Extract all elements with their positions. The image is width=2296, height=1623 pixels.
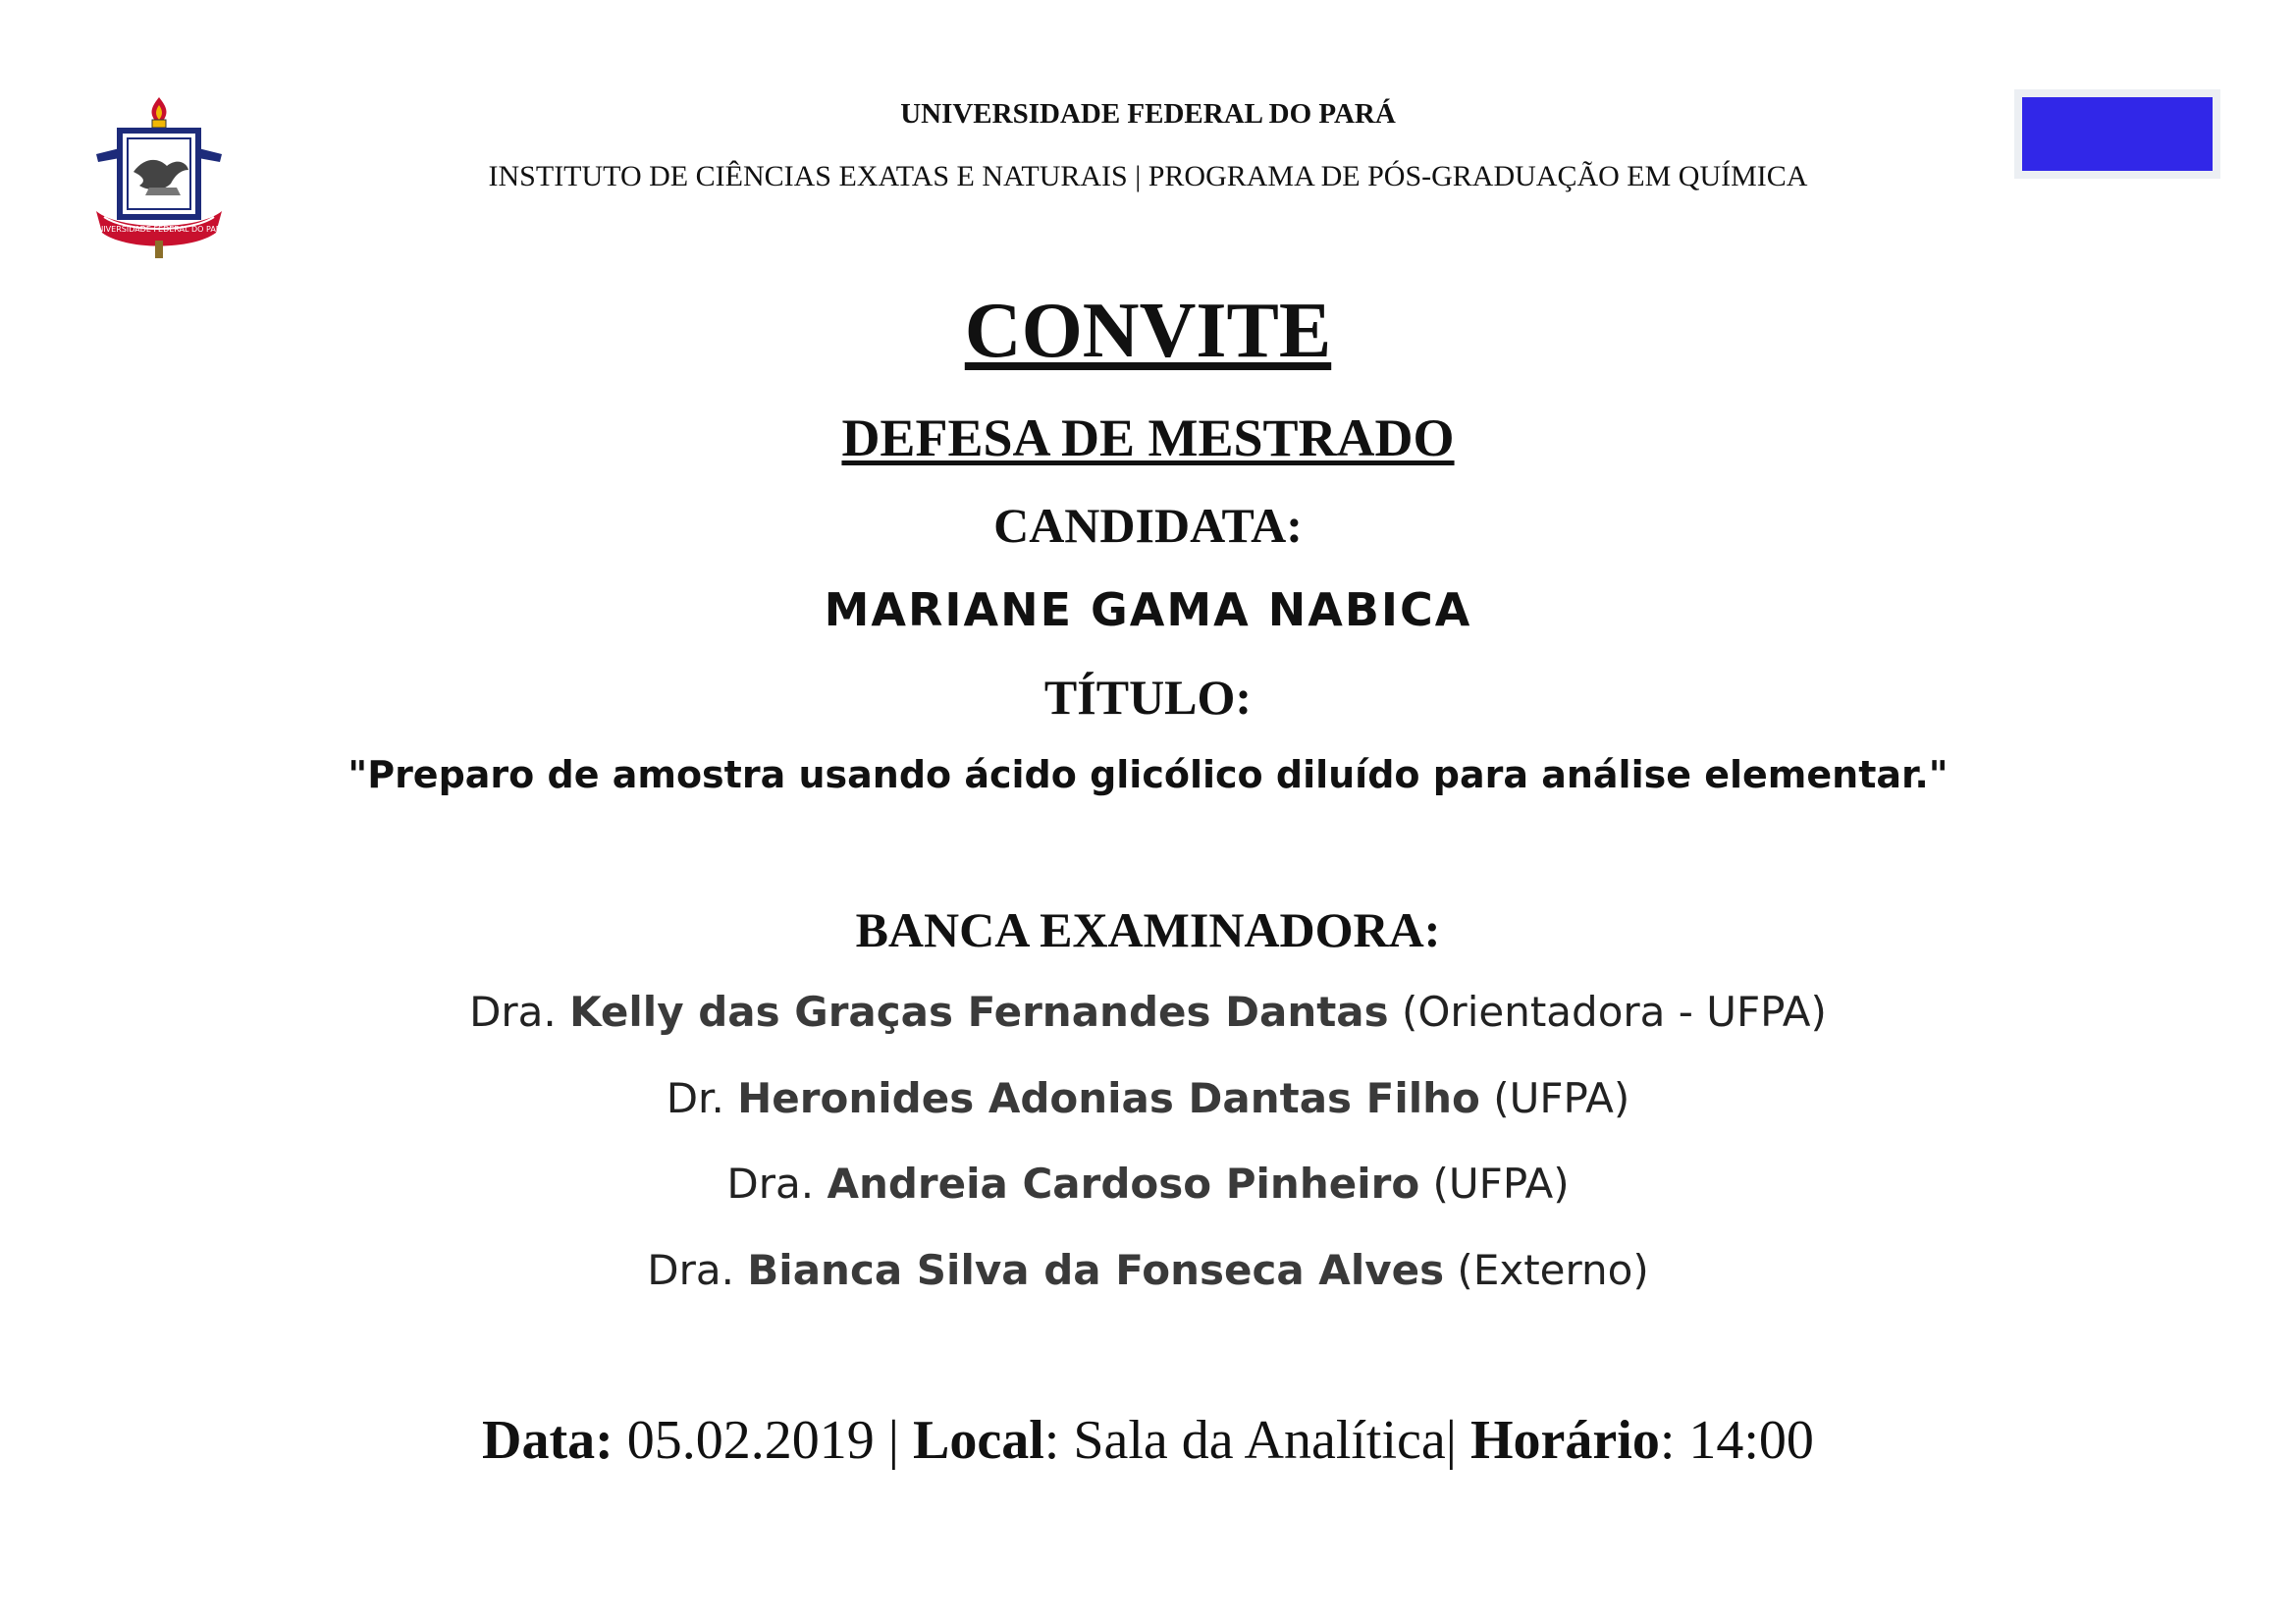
event-details xyxy=(0,1409,2296,1472)
time-label: Horário xyxy=(1469,1410,1660,1471)
board-member xyxy=(0,1160,2296,1208)
place-value: : Sala da Analítica| xyxy=(1043,1410,1470,1471)
member-name: Bianca Silva da Fonseca Alves xyxy=(747,1246,1445,1294)
member-prefix: Dr. xyxy=(666,1074,738,1122)
seal-ribbon-text: UNIVERSIDADE FEDERAL DO PARÁ xyxy=(91,225,227,234)
candidate-label: CANDIDATA: xyxy=(993,498,1303,553)
date-label: Data: xyxy=(482,1410,614,1471)
thesis-title: "Preparo de amostra usando ácido glicólico diluído para análise elementar." xyxy=(347,753,1949,796)
member-prefix: Dra. xyxy=(647,1246,748,1294)
date-value: 05.02.2019 | xyxy=(613,1410,914,1471)
time-value: : 14:00 xyxy=(1659,1410,1814,1471)
board-label: BANCA EXAMINADORA: xyxy=(855,902,1441,957)
member-affiliation: (UFPA) xyxy=(1419,1160,1570,1208)
member-name: Heronides Adonias Dantas Filho xyxy=(737,1074,1480,1122)
candidate-name: MARIANE GAMA NABICA xyxy=(824,583,1472,636)
member-name: Andreia Cardoso Pinheiro xyxy=(827,1160,1420,1208)
invite-title: CONVITE xyxy=(964,288,1332,374)
institute-name: INSTITUTO DE CIÊNCIAS EXATAS E NATURAIS | PROGRAMA DE PÓS-GRADUAÇÃO EM QUÍMICA xyxy=(488,160,1808,192)
member-affiliation: (UFPA) xyxy=(1479,1074,1630,1122)
member-prefix: Dra. xyxy=(726,1160,828,1208)
member-affiliation: (Orientadora - UFPA) xyxy=(1388,988,1827,1036)
invite-subtitle: DEFESA DE MESTRADO xyxy=(841,408,1455,467)
member-affiliation: (Externo) xyxy=(1444,1246,1649,1294)
member-name: Kelly das Graças Fernandes Dantas xyxy=(569,988,1389,1036)
university-name: UNIVERSIDADE FEDERAL DO PARÁ xyxy=(900,98,1396,130)
place-label: Local xyxy=(913,1410,1044,1471)
board-member xyxy=(0,1074,2296,1122)
board-member xyxy=(0,988,2296,1036)
board-member xyxy=(0,1246,2296,1294)
title-label: TÍTULO: xyxy=(1043,670,1253,725)
member-prefix: Dra. xyxy=(469,988,570,1036)
